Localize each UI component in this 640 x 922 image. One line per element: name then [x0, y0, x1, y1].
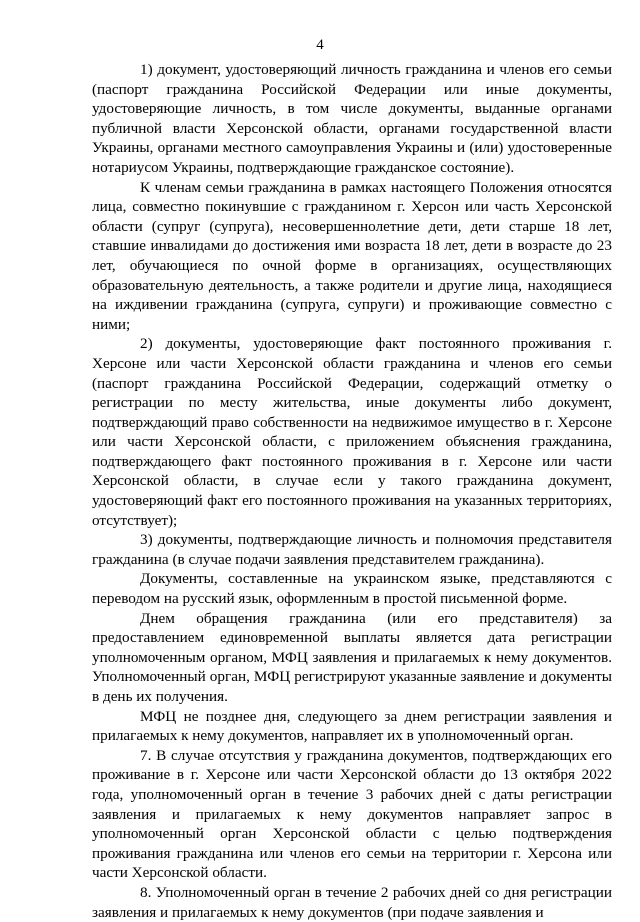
paragraph-item-2-residence-documents: 2) документы, удостоверяющие факт постоянного проживания г. Херсоне или части Херсонской области гражданина и членов его семьи (паспорт гражданина Российской Федерации, содержащий отметку о регистрации по месту жительства, иные документы либо документ, подтверждающий право собственности на недвижимое имущество в г. Херсоне или части Херсонской области, с приложением объяснения гражданина, подтверждающего факт постоянного проживания в г. Херсоне или части Херсонской области, в случае если у такого гражданина документ, удостоверяющий факт его постоянного проживания на указанных территориях, отсутствует);	[92, 335, 612, 529]
paragraph-ukrainian-translation: Документы, составленные на украинском языке, представляются с переводом на русский язык, оформленным в простой письменной форме.	[92, 570, 612, 608]
paragraph-section-8-review: 8. Уполномоченный орган в течение 2 рабочих дней со дня регистрации заявления и прилагаемых к нему документов (при подаче заявления и	[92, 883, 612, 921]
document-body	[92, 60, 612, 922]
paragraph-application-date: Днем обращения гражданина (или его представителя) за предоставлением единовременной выплаты является дата регистрации уполномоченным органом, МФЦ заявления и прилагаемых к нему документов. Уполномоченный орган, МФЦ регистрируют указанные заявление и документы в день их получения.	[92, 609, 612, 705]
paragraph-item-3-representative-documents: 3) документы, подтверждающие личность и полномочия представителя гражданина (в случае подачи заявления представителем гражданина).	[92, 531, 612, 568]
paragraph-item-1-identity-document: 1) документ, удостоверяющий личность гражданина и членов его семьи (паспорт гражданина Российской Федерации или иные документы, удостоверяющие личность, в том числе документы, выданные органами публичной власти Херсонской области, органами государственной власти Украины, органами местного самоуправления Украины и (или) удостоверенные нотариусом Украины, подтверждающие гражданское состояние).	[92, 61, 612, 176]
paragraph-section-7-missing-documents: 7. В случае отсутствия у гражданина документов, подтверждающих его проживание в г. Херсоне или части Херсонской области до 13 октября 2022 года, уполномоченный орган в течение 3 рабочих дней с даты регистрации заявления и прилагаемых к нему документов направляет запрос в уполномоченный орган Херсонской области с целью подтверждения проживания гражданина или членов его семьи на территории г. Херсона или части Херсонской области.	[92, 746, 612, 882]
page-number: 4	[316, 37, 324, 53]
paragraph-family-members-definition: К членам семьи гражданина в рамках настоящего Положения относятся лица, совместно покинувшие с гражданином г. Херсон или часть Херсонской области (супруг (супруга), несовершеннолетние дети, дети старше 18 лет, ставшие инвалидами до достижения ими возраста 18 лет, дети в возрасте до 23 лет, обучающиеся по очной форме в организациях, осуществляющих образовательную деятельность, а также родители и другие лица, находящиеся на иждивении гражданина (супруга, супруги) и проживающие совместно с ними;	[92, 178, 612, 333]
paragraph-mfc-forwarding: МФЦ не позднее дня, следующего за днем регистрации заявления и прилагаемых к нему документов, направляет их в уполномоченный орган.	[92, 707, 612, 745]
